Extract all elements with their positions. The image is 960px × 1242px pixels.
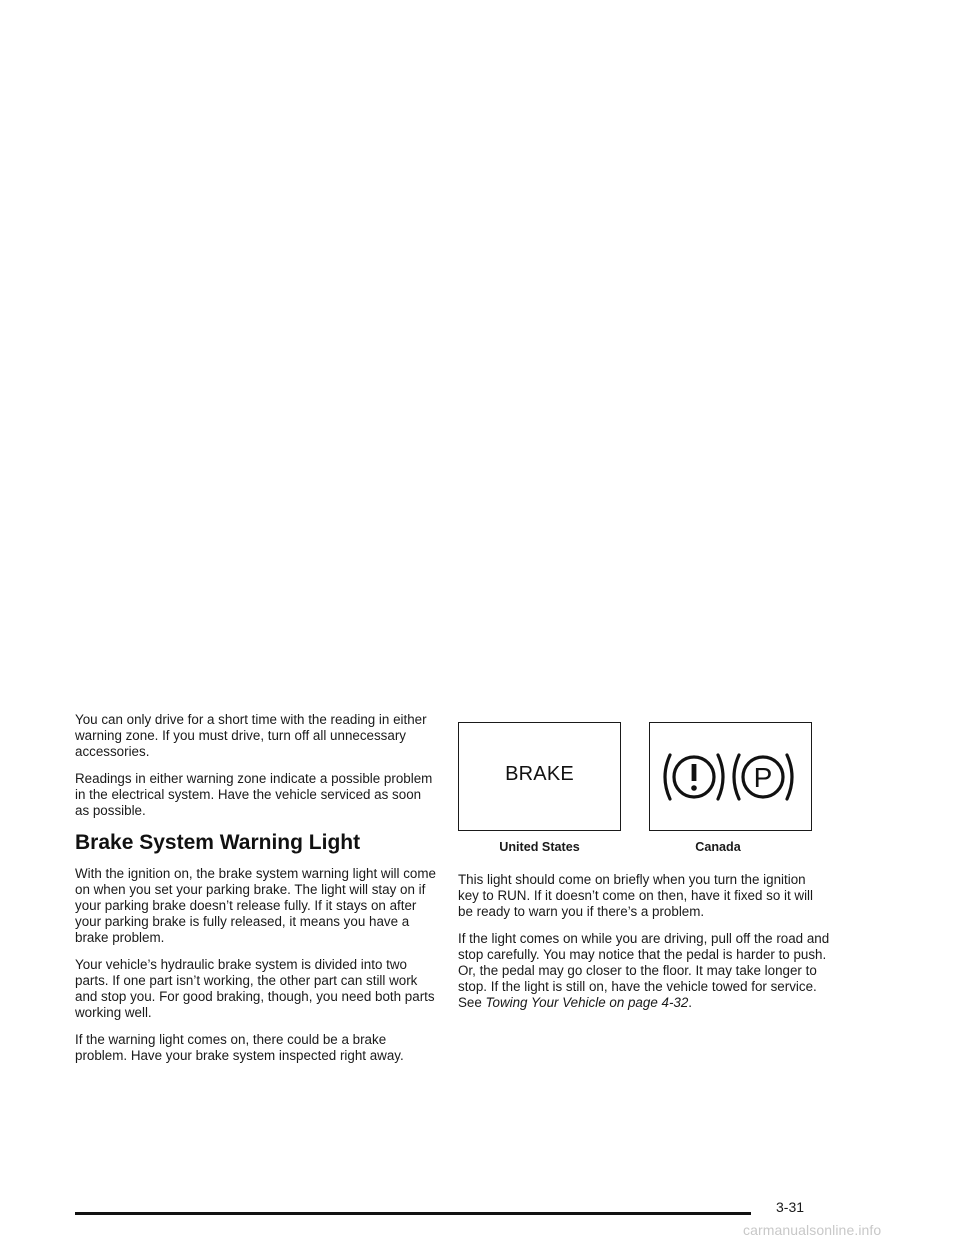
svg-text:P: P [753,761,772,793]
paragraph-voltmeter-electrical: Readings in either warning zone indicate a possible problem in the electrical system. Have the vehicle serviced as soon as possible. [75,771,433,818]
brake-symbol-box [458,722,621,831]
right-column [458,722,830,1022]
paragraph-brake-ignition: With the ignition on, the brake system warning light will come on when you set your parking brake. The light will stay on if your parking brake doesn’t release fully. If it stays on after your parking brake is fully released, it means you have a brake problem. [75,866,436,945]
paragraph-warning-inspect: If the warning light comes on, there could be a brake problem. Have your brake system inspected right away. [75,1032,404,1063]
brake-word-symbol: BRAKE [505,763,574,785]
left-column [75,712,437,1075]
paragraph-light-driving-end: . [688,995,693,1010]
canada-symbol-box [649,722,812,831]
paragraph-light-briefly: This light should come on briefly when you turn the ignition key to RUN. If it doesn’t come on then, have it fixed so it will be ready to warn you if there’s a problem. [458,872,814,919]
figure-canada [649,722,812,854]
paragraph-hydraulic-system: Your vehicle’s hydraulic brake system is divided into two parts. If one part isn’t working, the other part can still work and stop you. For good braking, though, you need both parts working well. [75,957,435,1020]
brake-warning-icon [656,742,806,812]
watermark: carmanualsonline.info [743,1222,882,1238]
footer-rule [75,1212,751,1215]
paragraph-light-driving [458,931,830,1011]
warning-light-figures [458,722,830,868]
caption-united-states: United States [499,840,580,854]
section-heading: Brake System Warning Light [75,831,361,854]
paragraph-light-driving-text: If the light comes on while you are driving, pull off the road and stop carefully. You may notice that the pedal is harder to push. Or, the pedal may go closer to the floor. It may take longer to stop. If the light is still on, have the vehicle towed for service. See [458,931,830,1010]
figure-united-states [458,722,621,854]
page-number: 3-31 [776,1199,805,1215]
caption-canada: Canada [695,840,741,854]
paragraph-voltmeter-drive: You can only drive for a short time with the reading in either warning zone. If you must drive, turn off all unnecessary accessories. [75,712,427,759]
towing-reference-link[interactable]: Towing Your Vehicle on page 4-32 [485,995,689,1010]
